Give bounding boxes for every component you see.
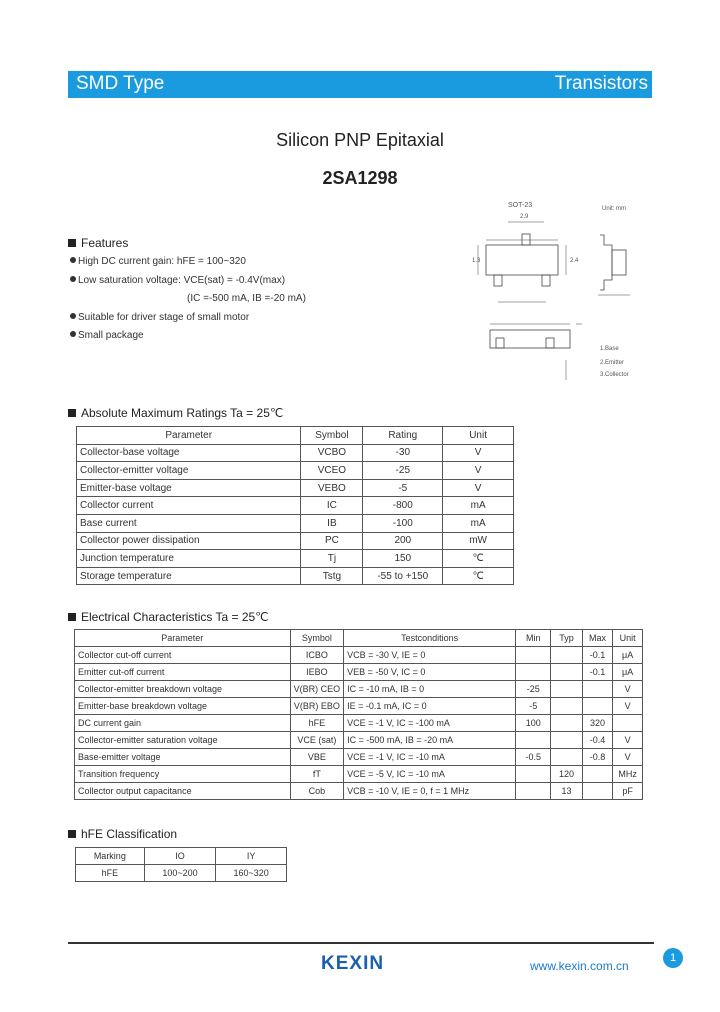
table-header-cell: Min [516, 630, 551, 647]
table-row [77, 479, 514, 497]
square-bullet-icon [68, 613, 76, 621]
table-row [75, 732, 643, 749]
table-row [75, 681, 643, 698]
table-row [77, 462, 514, 480]
table-cell: Storage temperature [77, 567, 301, 585]
table-cell: Transition frequency [75, 766, 291, 783]
bullet-icon [70, 257, 76, 263]
table-cell: fT [290, 766, 344, 783]
table-cell: DC current gain [75, 715, 291, 732]
table-header-cell: Testconditions [344, 630, 516, 647]
package-drawing [470, 200, 660, 385]
table-row [77, 532, 514, 550]
brand-logo: KEXIN [321, 953, 385, 974]
table-cell: VBE [290, 749, 344, 766]
table-cell [551, 647, 582, 664]
table-cell: Cob [290, 783, 344, 800]
table-cell: Collector-emitter saturation voltage [75, 732, 291, 749]
table-cell: Emitter-base voltage [77, 479, 301, 497]
table-cell: VEBO [301, 479, 363, 497]
square-bullet-icon [68, 409, 76, 417]
table-row [75, 698, 643, 715]
table-cell: V [443, 444, 514, 462]
table-cell [582, 681, 613, 698]
table-row [75, 749, 643, 766]
hfe-heading: hFE Classification [68, 827, 177, 841]
table-row [77, 550, 514, 568]
table-cell: mA [443, 514, 514, 532]
bullet-icon [70, 313, 76, 319]
table-cell: IC = -500 mA, IB = -20 mA [344, 732, 516, 749]
table-cell: VCBO [301, 444, 363, 462]
document-title: Silicon PNP Epitaxial [276, 130, 444, 150]
unit-note: Unit: mm [602, 206, 626, 212]
table-cell: pF [613, 783, 643, 800]
table-cell: ℃ [443, 567, 514, 585]
table-header-cell: IY [216, 848, 287, 865]
table-cell: -0.8 [582, 749, 613, 766]
table-cell: IEBO [290, 664, 344, 681]
table-cell: hFE [76, 865, 145, 882]
dimension-3: 2.4 [570, 258, 579, 264]
table-header-cell: Parameter [75, 630, 291, 647]
table-cell: 13 [551, 783, 582, 800]
table-cell: VCE = -1 V, IC = -10 mA [344, 749, 516, 766]
table-cell: V(BR) EBO [290, 698, 344, 715]
table-header-cell: Unit [613, 630, 643, 647]
table-cell: Collector-emitter voltage [77, 462, 301, 480]
package-outline-svg [470, 200, 660, 385]
header-right-title: Transistors [554, 73, 648, 94]
page-number: 1 [663, 948, 683, 968]
table-row [75, 664, 643, 681]
table-cell: 160~320 [216, 865, 287, 882]
table-header-row [75, 630, 643, 647]
table-header-cell: Symbol [290, 630, 344, 647]
table-cell: IB [301, 514, 363, 532]
table-cell: V [613, 698, 643, 715]
features-heading: Features [68, 236, 128, 250]
table-cell: VEB = -50 V, IC = 0 [344, 664, 516, 681]
table-cell: -5 [363, 479, 443, 497]
table-header-cell: Symbol [301, 427, 363, 445]
table-cell: Collector power dissipation [77, 532, 301, 550]
feature-item: Small package [70, 330, 144, 341]
pin-legend-1: 1.Base [600, 346, 619, 352]
table-cell: Emitter cut-off current [75, 664, 291, 681]
table-cell [516, 664, 551, 681]
table-cell: mA [443, 497, 514, 515]
table-header-row [76, 848, 287, 865]
table-cell: Collector output capacitance [75, 783, 291, 800]
table-cell: -0.1 [582, 647, 613, 664]
table-header-cell: Rating [363, 427, 443, 445]
table-cell: MHz [613, 766, 643, 783]
table-cell: -0.4 [582, 732, 613, 749]
square-bullet-icon [68, 830, 76, 838]
table-row [75, 766, 643, 783]
table-cell [551, 664, 582, 681]
table-cell: mW [443, 532, 514, 550]
feature-item: Suitable for driver stage of small motor [70, 312, 249, 323]
table-row [77, 514, 514, 532]
table-cell: Collector current [77, 497, 301, 515]
table-cell [516, 766, 551, 783]
table-cell: IC [301, 497, 363, 515]
table-row [76, 865, 287, 882]
table-cell: VCB = -10 V, IE = 0, f = 1 MHz [344, 783, 516, 800]
table-cell: 150 [363, 550, 443, 568]
table-cell: Base current [77, 514, 301, 532]
table-cell: -5 [516, 698, 551, 715]
table-cell: 100~200 [144, 865, 216, 882]
elec-char-table [74, 629, 643, 800]
table-header-cell: Marking [76, 848, 145, 865]
website-link[interactable]: www.kexin.com.cn [530, 959, 629, 973]
package-name: SOT-23 [508, 202, 533, 209]
abs-max-heading: Absolute Maximum Ratings Ta = 25℃ [68, 406, 283, 420]
table-row [75, 647, 643, 664]
hfe-class-table [75, 847, 287, 882]
bullet-icon [70, 276, 76, 282]
table-cell: Collector-emitter breakdown voltage [75, 681, 291, 698]
table-cell [582, 766, 613, 783]
table-cell [551, 732, 582, 749]
table-cell: Tj [301, 550, 363, 568]
table-cell [551, 715, 582, 732]
table-cell: IE = -0.1 mA, IC = 0 [344, 698, 516, 715]
table-cell: V [443, 479, 514, 497]
table-cell: 200 [363, 532, 443, 550]
table-cell: -25 [516, 681, 551, 698]
feature-item: High DC current gain: hFE = 100~320 [70, 256, 246, 267]
table-cell: V [613, 681, 643, 698]
table-cell: Junction temperature [77, 550, 301, 568]
table-cell [516, 783, 551, 800]
pin-legend-2: 2.Emitter [600, 360, 625, 366]
feature-item: Low saturation voltage: VCE(sat) = -0.4V(max) [70, 275, 285, 286]
table-cell: Collector-base voltage [77, 444, 301, 462]
table-header-cell: Unit [443, 427, 514, 445]
table-cell: V [613, 749, 643, 766]
feature-item-condition: (IC =-500 mA, IB =-20 mA) [187, 293, 306, 304]
table-cell: VCB = -30 V, IE = 0 [344, 647, 516, 664]
table-cell: μA [613, 647, 643, 664]
table-cell: Emitter-base breakdown voltage [75, 698, 291, 715]
table-cell: hFE [290, 715, 344, 732]
table-cell: 120 [551, 766, 582, 783]
table-header-cell: Typ [551, 630, 582, 647]
table-cell: -30 [363, 444, 443, 462]
footer-divider [68, 942, 654, 944]
table-header-cell: Max [582, 630, 613, 647]
dimension-1: 2.9 [520, 214, 529, 220]
table-row [77, 567, 514, 585]
table-cell: -55 to +150 [363, 567, 443, 585]
table-cell: Tstg [301, 567, 363, 585]
table-cell [613, 715, 643, 732]
table-cell: 100 [516, 715, 551, 732]
abs-max-table [76, 426, 514, 585]
table-cell: V [613, 732, 643, 749]
table-cell: V [443, 462, 514, 480]
table-cell: ℃ [443, 550, 514, 568]
square-bullet-icon [68, 239, 76, 247]
table-cell [582, 783, 613, 800]
header-banner [68, 71, 652, 98]
table-cell: -0.5 [516, 749, 551, 766]
header-left-title: SMD Type [76, 73, 165, 94]
bullet-icon [70, 331, 76, 337]
table-cell: IC = -10 mA, IB = 0 [344, 681, 516, 698]
table-cell: μA [613, 664, 643, 681]
table-cell: PC [301, 532, 363, 550]
elec-heading: Electrical Characteristics Ta = 25℃ [68, 610, 269, 624]
table-cell: Base-emitter voltage [75, 749, 291, 766]
table-cell: V(BR) CEO [290, 681, 344, 698]
table-header-cell: Parameter [77, 427, 301, 445]
table-header-cell: IO [144, 848, 216, 865]
table-cell [516, 647, 551, 664]
table-cell: -100 [363, 514, 443, 532]
table-cell: VCE = -5 V, IC = -10 mA [344, 766, 516, 783]
table-cell [551, 698, 582, 715]
table-cell: 320 [582, 715, 613, 732]
table-header-row [77, 427, 514, 445]
table-cell [551, 749, 582, 766]
table-row [77, 497, 514, 515]
table-row [75, 715, 643, 732]
table-cell [516, 732, 551, 749]
table-cell: -25 [363, 462, 443, 480]
table-row [77, 444, 514, 462]
table-cell: -0.1 [582, 664, 613, 681]
table-cell: VCE (sat) [290, 732, 344, 749]
table-cell: VCEO [301, 462, 363, 480]
table-cell: -800 [363, 497, 443, 515]
part-number: 2SA1298 [322, 168, 398, 188]
dimension-2: 1.3 [472, 258, 481, 264]
table-row [75, 783, 643, 800]
table-cell [582, 698, 613, 715]
table-cell: Collector cut-off current [75, 647, 291, 664]
table-cell: ICBO [290, 647, 344, 664]
pin-legend-3: 3.Collector [600, 372, 629, 378]
table-cell [551, 681, 582, 698]
table-cell: VCE = -1 V, IC = -100 mA [344, 715, 516, 732]
